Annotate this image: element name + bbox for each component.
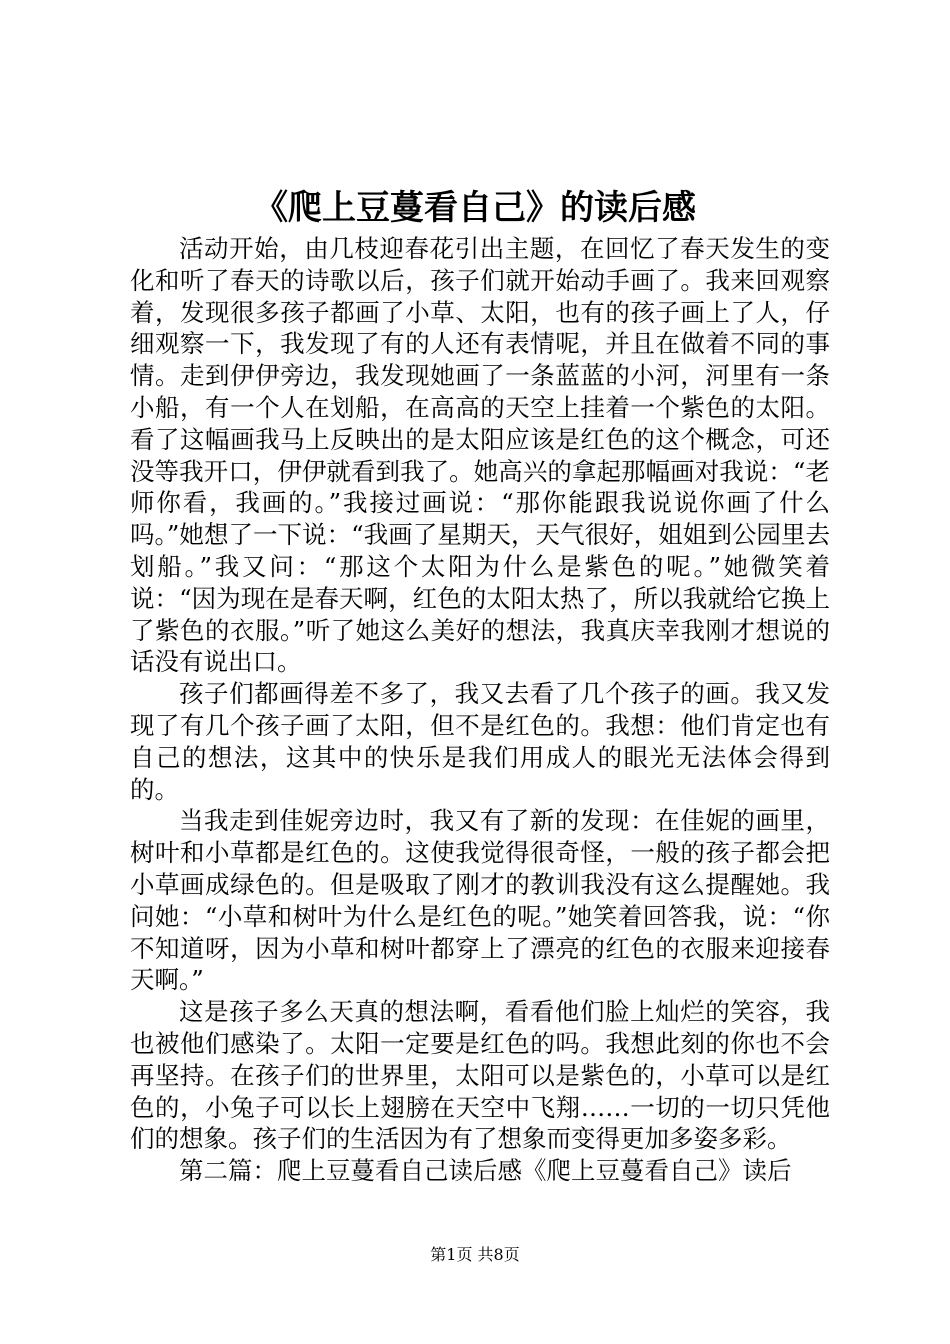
paragraph-2: 孩子们都画得差不多了，我又去看了几个孩子的画。我又发现了有几个孩子画了太阳，但不是红色的。我想：他们肯定也有自己的想法，这其中的快乐是我们用成人的眼光无法体会得到的。 [130,679,830,804]
document-title: 《爬上豆蔓看自己》的读后感 [254,188,696,228]
page-footer: 第1页 共8页 [430,1245,520,1264]
paragraph-1: 活动开始，由几枝迎春花引出主题，在回忆了春天发生的变化和听了春天的诗歌以后，孩子们就开始动手画了。我来回观察着，发现很多孩子都画了小草、太阳，也有的孩子画上了人，仔细观察一下，我发现了有的人还有表情呢，并且在做着不同的事情。走到伊伊旁边，我发现她画了一条蓝蓝的小河，河里有一条小船，有一个人在划船，在高高的天空上挂着一个紫色的太阳。看了这幅画我马上反映出的是太阳应该是红色的这个概念，可还没等我开口，伊伊就看到我了。她高兴的拿起那幅画对我说：“老师你看，我画的。”我接过画说：“那你能跟我说说你画了什么吗。”她想了一下说：“我画了星期天，天气很好，姐姐到公园里去划船。”我又问：“那这个太阳为什么是紫色的呢。”她微笑着说：“因为现在是春天啊，红色的太阳太热了，所以我就给它换上了紫色的衣服。”听了她这么美好的想法，我真庆幸我刚才想说的话没有说出口。 [130,234,830,677]
paragraph-3: 当我走到佳妮旁边时，我又有了新的发现：在佳妮的画里，树叶和小草都是红色的。这使我觉得很奇怪，一般的孩子都会把小草画成绿色的。但是吸取了刚才的教训我没有这么提醒她。我问她：“小草和树叶为什么是红色的呢。”她笑着回答我，说：“你不知道呀，因为小草和树叶都穿上了漂亮的红色的衣服来迎接春天啊。” [130,806,830,995]
paragraph-5: 第二篇：爬上豆蔓看自己读后感《爬上豆蔓看自己》读后 [179,1156,792,1186]
paragraph-4: 这是孩子多么天真的想法啊，看看他们脸上灿烂的笑容，我也被他们感染了。太阳一定要是红色的吗。我想此刻的你也不会再坚持。在孩子们的世界里，太阳可以是紫色的，小草可以是红色的，小兔子可以长上翅膀在天空中飞翔……一切的一切只凭他们的想象。孩子们的生活因为有了想象而变得更加多姿多彩。 [130,997,830,1154]
document-body [130,233,830,1187]
